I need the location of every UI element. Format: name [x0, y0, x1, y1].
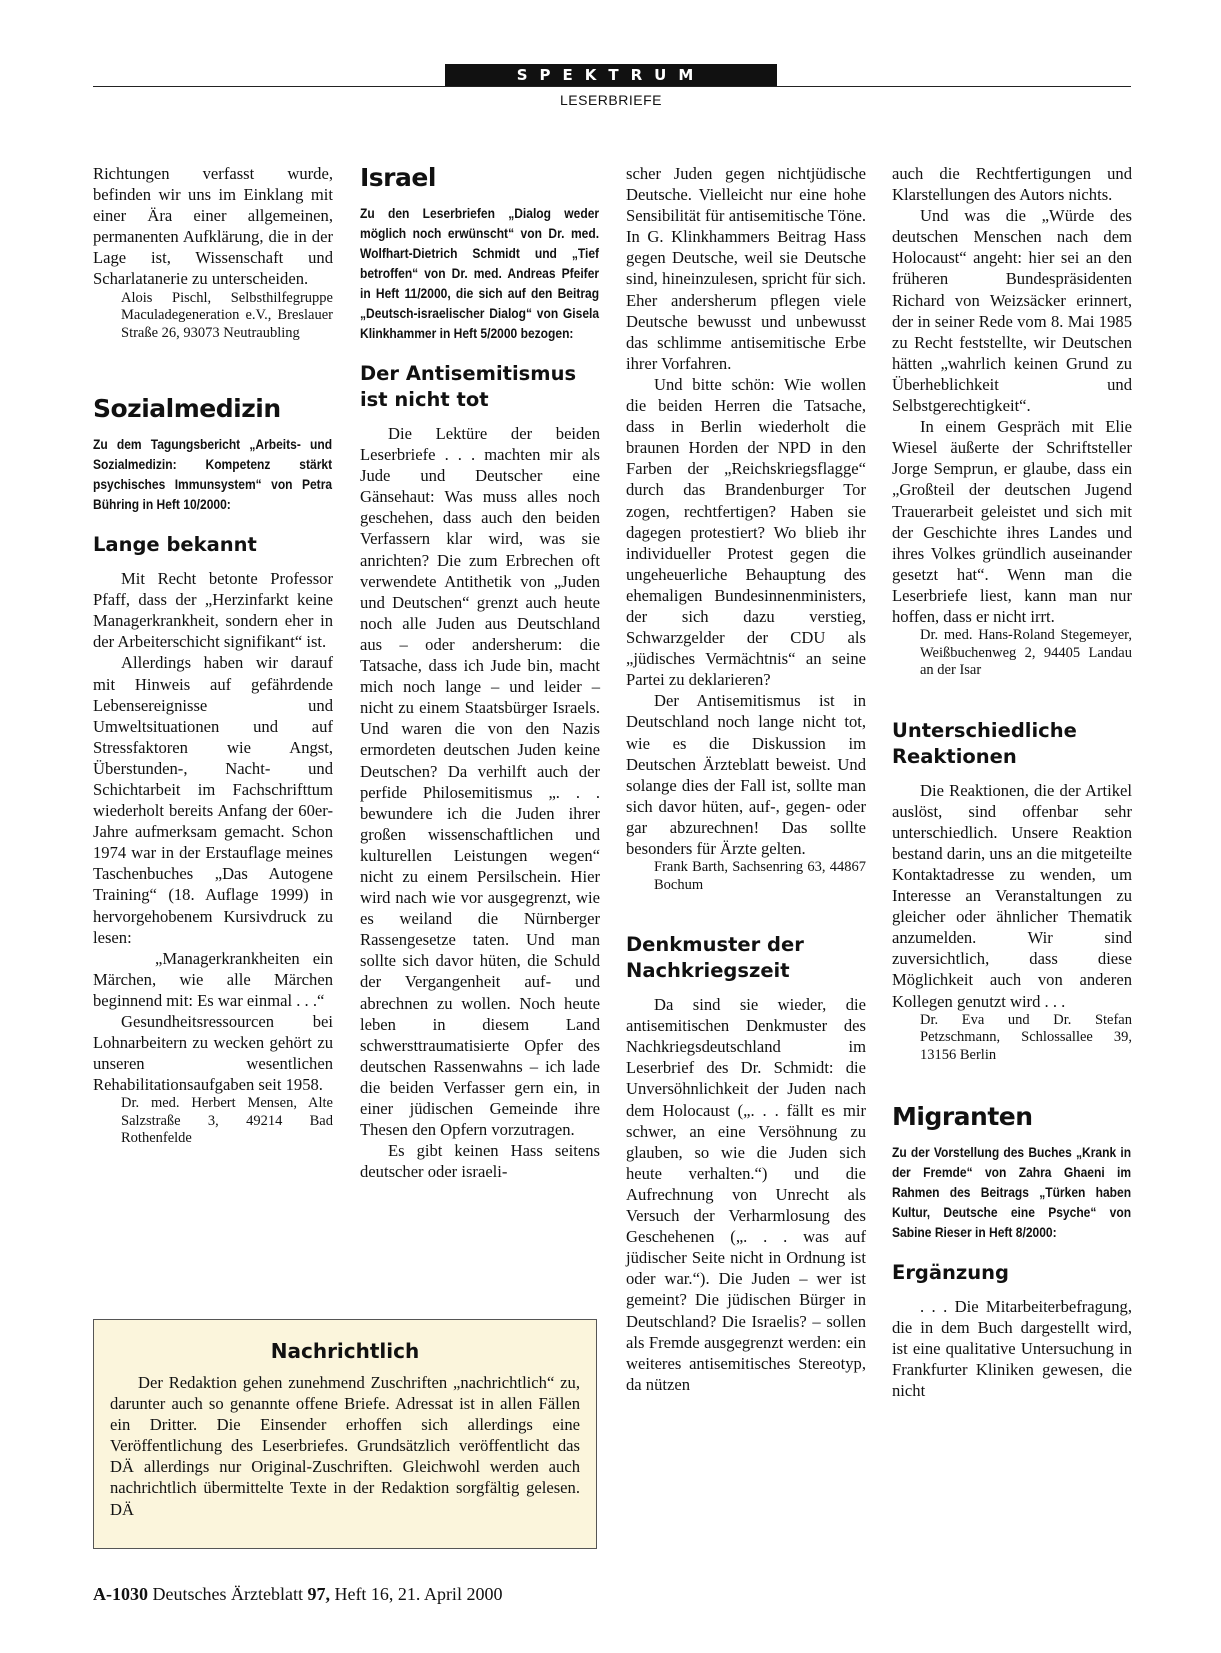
paragraph: In einem Gespräch mit Elie Wiesel äußerte der Schriftsteller Jorge Semprun, er glaube, dass ein „Großteil der deutschen Jugend Trauerarbeit geleistet und sich mit der Geschichte ihres Landes und ihres Volkes gründlich auseinander gesetzt hat“. Wenn man die Leserbriefe liest, kann man nur hoffen, dass er nicht irrt. [892, 417, 1132, 626]
column-3 [626, 163, 866, 1395]
journal-name: Deutsches Ärzteblatt [152, 1584, 303, 1604]
paragraph: Und bitte schön: Wie wollen die beiden Herren die Tatsache, dass in Berlin wiederholt die braunen Horden der NPD in den Farben der „Reichskriegsflagge“ durch das Brandenburger Tor zogen, rechtfertigen? Haben sie dagegen protestiert? Wo blieb ihr individueller Protest gegen die ungeheuerliche Behauptung des ehemaligen Bundesinnenministers, der sich dazu verstieg, Schwarzgelder der CDU als „jüdisches Vermächtnis“ an seine Partei zu deklarieren? [626, 374, 866, 690]
topic-heading: Migranten [892, 1102, 1033, 1132]
letter-heading: Denkmuster der Nachkriegszeit [626, 933, 804, 983]
column-1 [93, 163, 333, 1148]
reference-note: Zu dem Tagungsbericht „Arbeits- und Sozialmedizin: Kompetenz stärkt psychisches Immunsystem“ von Petra Bühring in Heft 10/2000: [93, 436, 333, 513]
topic-heading: Sozialmedizin [93, 394, 281, 424]
letter-heading: Unterschiedliche Reaktionen [892, 718, 1077, 768]
paragraph: Richtungen verfasst wurde, befinden wir uns im Einklang mit einer Ära einer allgemeinen, permanenten Aufklärung, die in der Lage ist, Wissenschaft und Scharlatanerie zu unterscheiden. [93, 164, 333, 289]
volume-number: 97, [307, 1584, 330, 1604]
paragraph: Und was die „Würde des deutschen Menschen nach dem Holocaust“ angeht: hier sei an den früheren Bundespräsidenten Richard von Weizsäcker erinnert, der in seiner Rede vom 8. Mai 1985 zu Recht feststellte, wir Deutschen hätten „wahrlich keinen Grund zu Überheblichkeit und Selbstgerechtigkeit“. [892, 206, 1132, 416]
signature: Frank Barth, Sachsenring 63, 44867 Bochum [654, 859, 866, 893]
letter-heading: Lange bekannt [93, 533, 257, 557]
paragraph: Da sind sie wieder, die antisemitischen Denkmuster des Nachkriegsdeutschland im Leserbrief des Dr. Schmidt: die Unversöhnlichkeit der Juden nach dem Holocaust („. . . fällt es mir schwer, an eine Versöhnung zu glauben, so wie die Juden sich heute verhalten.“) und die Aufrechnung von Unrecht als Versuch der Verharmlosung des Geschehenen („. . . was auf jüdischer Seite nicht in Ordnung ist oder war.“). Die Juden – wer ist gemeint? Die jüdischen Bürger in Deutschland? Die Israelis? – sollen als Fremde ausgegrenzt werden: ein weiteres antisemitisches Stereotyp, da nützen [626, 995, 866, 1394]
subsection-label: LESERBRIEFE [560, 92, 662, 108]
issue-info: Heft 16, 21. April 2000 [334, 1584, 503, 1604]
page-number: A-1030 [93, 1584, 148, 1604]
paragraph: Die Lektüre der beiden Leserbriefe . . . machten mir als Jude und Deutscher eine Gänsehaut: Was muss alles noch geschehen, dass auch den beiden Verfassern klar wird, was sie anrichten? Die zum Erbrechen oft verwendete Antithetik von „Juden und Deutschen“ grenzt auch heute noch alle Juden aus Deutschland aus – oder andersherum: die Tatsache, dass ich Jude bin, macht mich noch lange – und leider – nicht zu einem Staatsbürger Israels. Und waren die von den Nazis ermordeten deutschen Juden keine Deutschen? Da verhilft auch der perfide Philosemitismus „. . . bewundere ich die Juden ihrer großen wissenschaftlichen und kulturellen Leistungen wegen“ nicht zu einem Persilschein. Hier wird nach wie vor ausgegrenzt, wie es weiland die Nürnberger Rassengesetze taten. Und man sollte sich davor hüten, die Schuld der Vergangenheit auf- und abrechnen zu wollen. Noch heute leben in diesem Land schwersttraumatisierte Opfer des deutschen Rassenwahns – ich lade die beiden Verfasser gern ein, in einer jüdischen Gemeinde ihre Thesen den Opfern vorzutragen. [360, 424, 600, 1140]
header-rule [93, 86, 1131, 87]
paragraph: auch die Rechtfertigungen und Klarstellungen des Autors nichts. [892, 164, 1132, 205]
column-2 [360, 163, 600, 1182]
letter-heading: Der Antisemitismus ist nicht tot [360, 362, 577, 411]
quote-paragraph: „Managerkrankheiten ein Märchen, wie alle Märchen beginnend mit: Es war einmal . . .“ [93, 948, 333, 1010]
signature: Dr. med. Herbert Mensen, Alte Salzstraße 3, 49214 Bad Rothenfelde [121, 1095, 333, 1147]
signature: Dr. Eva und Dr. Stefan Petzschmann, Schlossallee 39, 13156 Berlin [920, 1011, 1132, 1063]
page-footer [93, 1584, 502, 1605]
reference-note: Zu der Vorstellung des Buches „Krank in der Fremde“ von Zahra Ghaeni im Rahmen des Beitrags „Türken haben Kultur, Deutsche eine Psyche“ von Sabine Rieser in Heft 8/2000: [892, 1144, 1132, 1241]
paragraph: Der Antisemitismus ist in Deutschland noch lange nicht tot, wie es die Diskussion im Deutschen Ärzteblatt beweist. Und solange dies der Fall ist, sollte man sich davor hüten, auf-, gegen- oder gar abzurechnen! Das sollte besonders für Ärzte gelten. [626, 691, 866, 858]
info-box [93, 1319, 597, 1549]
paragraph: Die Reaktionen, die der Artikel auslöst, sind offenbar sehr unterschiedlich. Unsere Reaktion bestand darin, uns an die mitgeteilte Kontaktadresse zu wenden, um Interesse an Veranstaltungen zu gleicher oder ähnlicher Thematik anzumelden. Wir sind zuversichtlich, dass diese Möglichkeit auch von anderen Kollegen genutzt wird . . . [892, 780, 1132, 1011]
topic-heading: Israel [360, 163, 436, 192]
paragraph: Mit Recht betonte Professor Pfaff, dass der „Herzinfarkt keine Managerkrankheit, sondern eher in der Arbeiterschicht signifikant“ ist. [93, 569, 333, 652]
info-box-text: Der Redaktion gehen zunehmend Zuschriften „nachrichtlich“ zu, darunter auch so genannte offene Briefe. Adressat ist in allen Fällen ein Dritter. Die Einsender erhoffen sich allerdings eine Veröffentlichung des Leserbriefes. Grundsätzlich veröffentlicht das DÄ allerdings nur Original-Zuschriften. Gleichwohl werden auch nachrichtlich übermittelte Texte in der Redaktion sorgfältig gelesen. DÄ [110, 1373, 580, 1519]
info-box-title: Nachrichtlich [270, 1339, 420, 1363]
signature: Dr. med. Hans-Roland Stegemeyer, Weißbuchenweg 2, 94405 Landau an der Isar [920, 627, 1132, 679]
reference-note: Zu den Leserbriefen „Dialog weder möglich noch erwünscht“ von Dr. med. Wolfhart-Dietrich Schmidt und „Tief betroffen“ von Dr. med. Andreas Pfeifer in Heft 11/2000, die sich auf den Beitrag „Deutsch-israelischer Dialog“ von Gisela Klinkhammer in Heft 5/2000 bezogen: [360, 205, 600, 341]
paragraph: scher Juden gegen nichtjüdische Deutsche. Vielleicht nur eine hohe Sensibilität für antisemitische Töne. In G. Klinkhammers Beitrag Hass gegen Deutsche, weil sie Deutsche sind, hineinzulesen, spricht für sich. Eher andersherum pflegen viele Deutsche bewusst und unbewusst das schlimme antisemitische Erbe ihrer Vorfahren. [626, 164, 866, 373]
paragraph: Es gibt keinen Hass seitens deutscher oder israeli- [360, 1141, 600, 1182]
paragraph: Gesundheitsressourcen bei Lohnarbeitern zu wecken gehört zu unseren wesentlichen Rehabilitationsaufgaben seit 1958. [93, 1012, 333, 1095]
paragraph: Allerdings haben wir darauf mit Hinweis auf gefährdende Lebensereignisse und Umweltsituationen und auf Stressfaktoren wie Angst, Überstunden-, Nacht- und Schichtarbeit im Fachschrifttum wiederholt bereits Anfang der 60er-Jahre aufmerksam gemacht. Schon 1974 war in der Erstauflage meines Taschenbuches „Das Autogene Training“ (18. Auflage 1999) in hervorgehobenem Kursivdruck zu lesen: [93, 653, 333, 947]
paragraph: . . . Die Mitarbeiterbefragung, die in dem Buch dargestellt wird, ist eine qualitative Untersuchung in Frankfurter Kliniken gewesen, die nicht [892, 1297, 1132, 1401]
letter-heading: Ergänzung [892, 1261, 1010, 1285]
column-4 [892, 163, 1132, 1402]
section-banner: SPEKTRUM [445, 64, 777, 86]
signature: Alois Pischl, Selbsthilfegruppe Maculadegeneration e.V., Breslauer Straße 26, 93073 Neutraubling [121, 289, 333, 341]
